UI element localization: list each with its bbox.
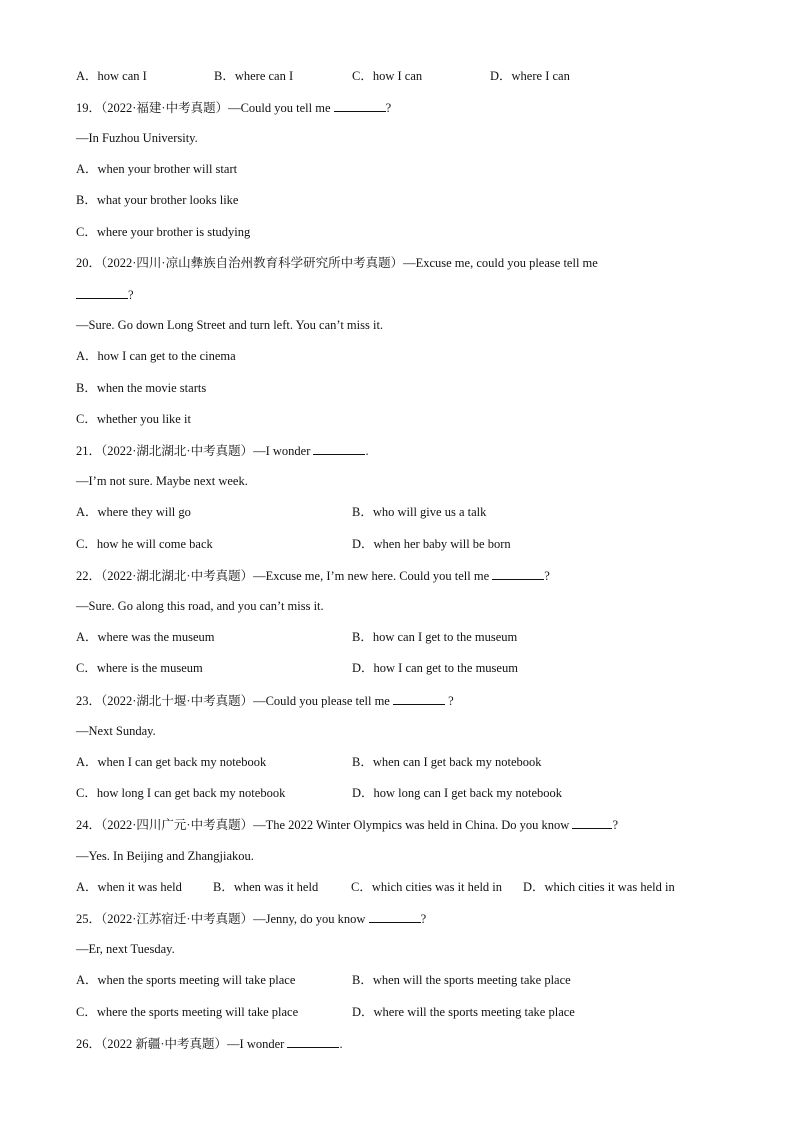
option-b[interactable]: B．when will the sports meeting take place [352,973,571,987]
question-20-stem: 20．（2022·四川·凉山彝族自治州教育科学研究所中考真题）—Excuse me, could you please tell me [76,256,598,270]
option-a[interactable]: A．where they will go [76,505,191,519]
option-a[interactable]: A．when it was held [76,880,182,894]
question-20-stem-cont: ? [76,286,134,302]
option-c[interactable]: C．which cities was it held in [351,880,503,894]
answer-blank [492,567,544,580]
option-c[interactable]: C．where your brother is studying [76,225,251,239]
option-b[interactable]: B．how can I get to the museum [352,630,518,644]
option-a[interactable]: A．where was the museum [76,630,215,644]
option-c[interactable]: C．where is the museum [76,661,203,675]
question-26-stem: 26．（2022 新疆·中考真题）—I wonder . [76,1037,343,1051]
option-c[interactable]: C．how he will come back [76,537,213,551]
option-b[interactable]: B．where can I [214,69,294,83]
option-b[interactable]: B．when was it held [213,880,319,894]
answer-blank [313,442,365,455]
question-20-reply: —Sure. Go down Long Street and turn left. You can’t miss it. [76,318,384,332]
option-b[interactable]: B．what your brother looks like [76,193,239,207]
option-b[interactable]: B．when can I get back my notebook [352,755,542,769]
answer-blank [334,99,386,112]
answer-blank [393,692,445,705]
answer-blank [572,816,612,829]
question-25-stem: 25．（2022·江苏宿迁·中考真题）—Jenny, do you know ? [76,912,427,926]
answer-blank [76,286,128,299]
question-25-reply: —Er, next Tuesday. [76,942,175,956]
question-22-reply: —Sure. Go along this road, and you can’t miss it. [76,599,324,613]
question-21-stem: 21．（2022·湖北湖北·中考真题）—I wonder . [76,444,369,458]
question-24-stem: 24．（2022·四川广元·中考真题）—The 2022 Winter Olympics was held in China. Do you know ? [76,818,619,832]
option-d[interactable]: D．how I can get to the museum [352,661,518,675]
option-d[interactable]: D．how long can I get back my notebook [352,786,563,800]
option-c[interactable]: C．how long I can get back my notebook [76,786,286,800]
answer-blank [369,910,421,923]
option-d[interactable]: D．when her baby will be born [352,537,511,551]
option-a[interactable]: A．when the sports meeting will take place [76,973,296,987]
option-a[interactable]: A．when your brother will start [76,162,238,176]
option-c[interactable]: C．where the sports meeting will take place [76,1005,299,1019]
answer-blank [287,1035,339,1048]
option-a[interactable]: A．when I can get back my notebook [76,755,267,769]
question-19-reply: —In Fuzhou University. [76,131,198,145]
question-21-reply: —I’m not sure. Maybe next week. [76,474,248,488]
option-a[interactable]: A．how I can get to the cinema [76,349,236,363]
question-24-reply: —Yes. In Beijing and Zhangjiakou. [76,849,254,863]
option-a[interactable]: A．how can I [76,69,147,83]
option-d[interactable]: D．where will the sports meeting take place [352,1005,575,1019]
option-c[interactable]: C．whether you like it [76,412,191,426]
option-b[interactable]: B．who will give us a talk [352,505,487,519]
option-d[interactable]: D．which cities it was held in [523,880,675,894]
option-b[interactable]: B．when the movie starts [76,381,207,395]
option-c[interactable]: C．how I can [352,69,423,83]
option-d[interactable]: D．where I can [490,69,570,83]
question-22-stem: 22．（2022·湖北湖北·中考真题）—Excuse me, I’m new here. Could you tell me ? [76,569,550,583]
question-19-stem: 19．（2022·福建·中考真题）—Could you tell me ? [76,101,392,115]
question-23-reply: —Next Sunday. [76,724,156,738]
question-23-stem: 23．（2022·湖北十堰·中考真题）—Could you please tell me ? [76,694,454,708]
